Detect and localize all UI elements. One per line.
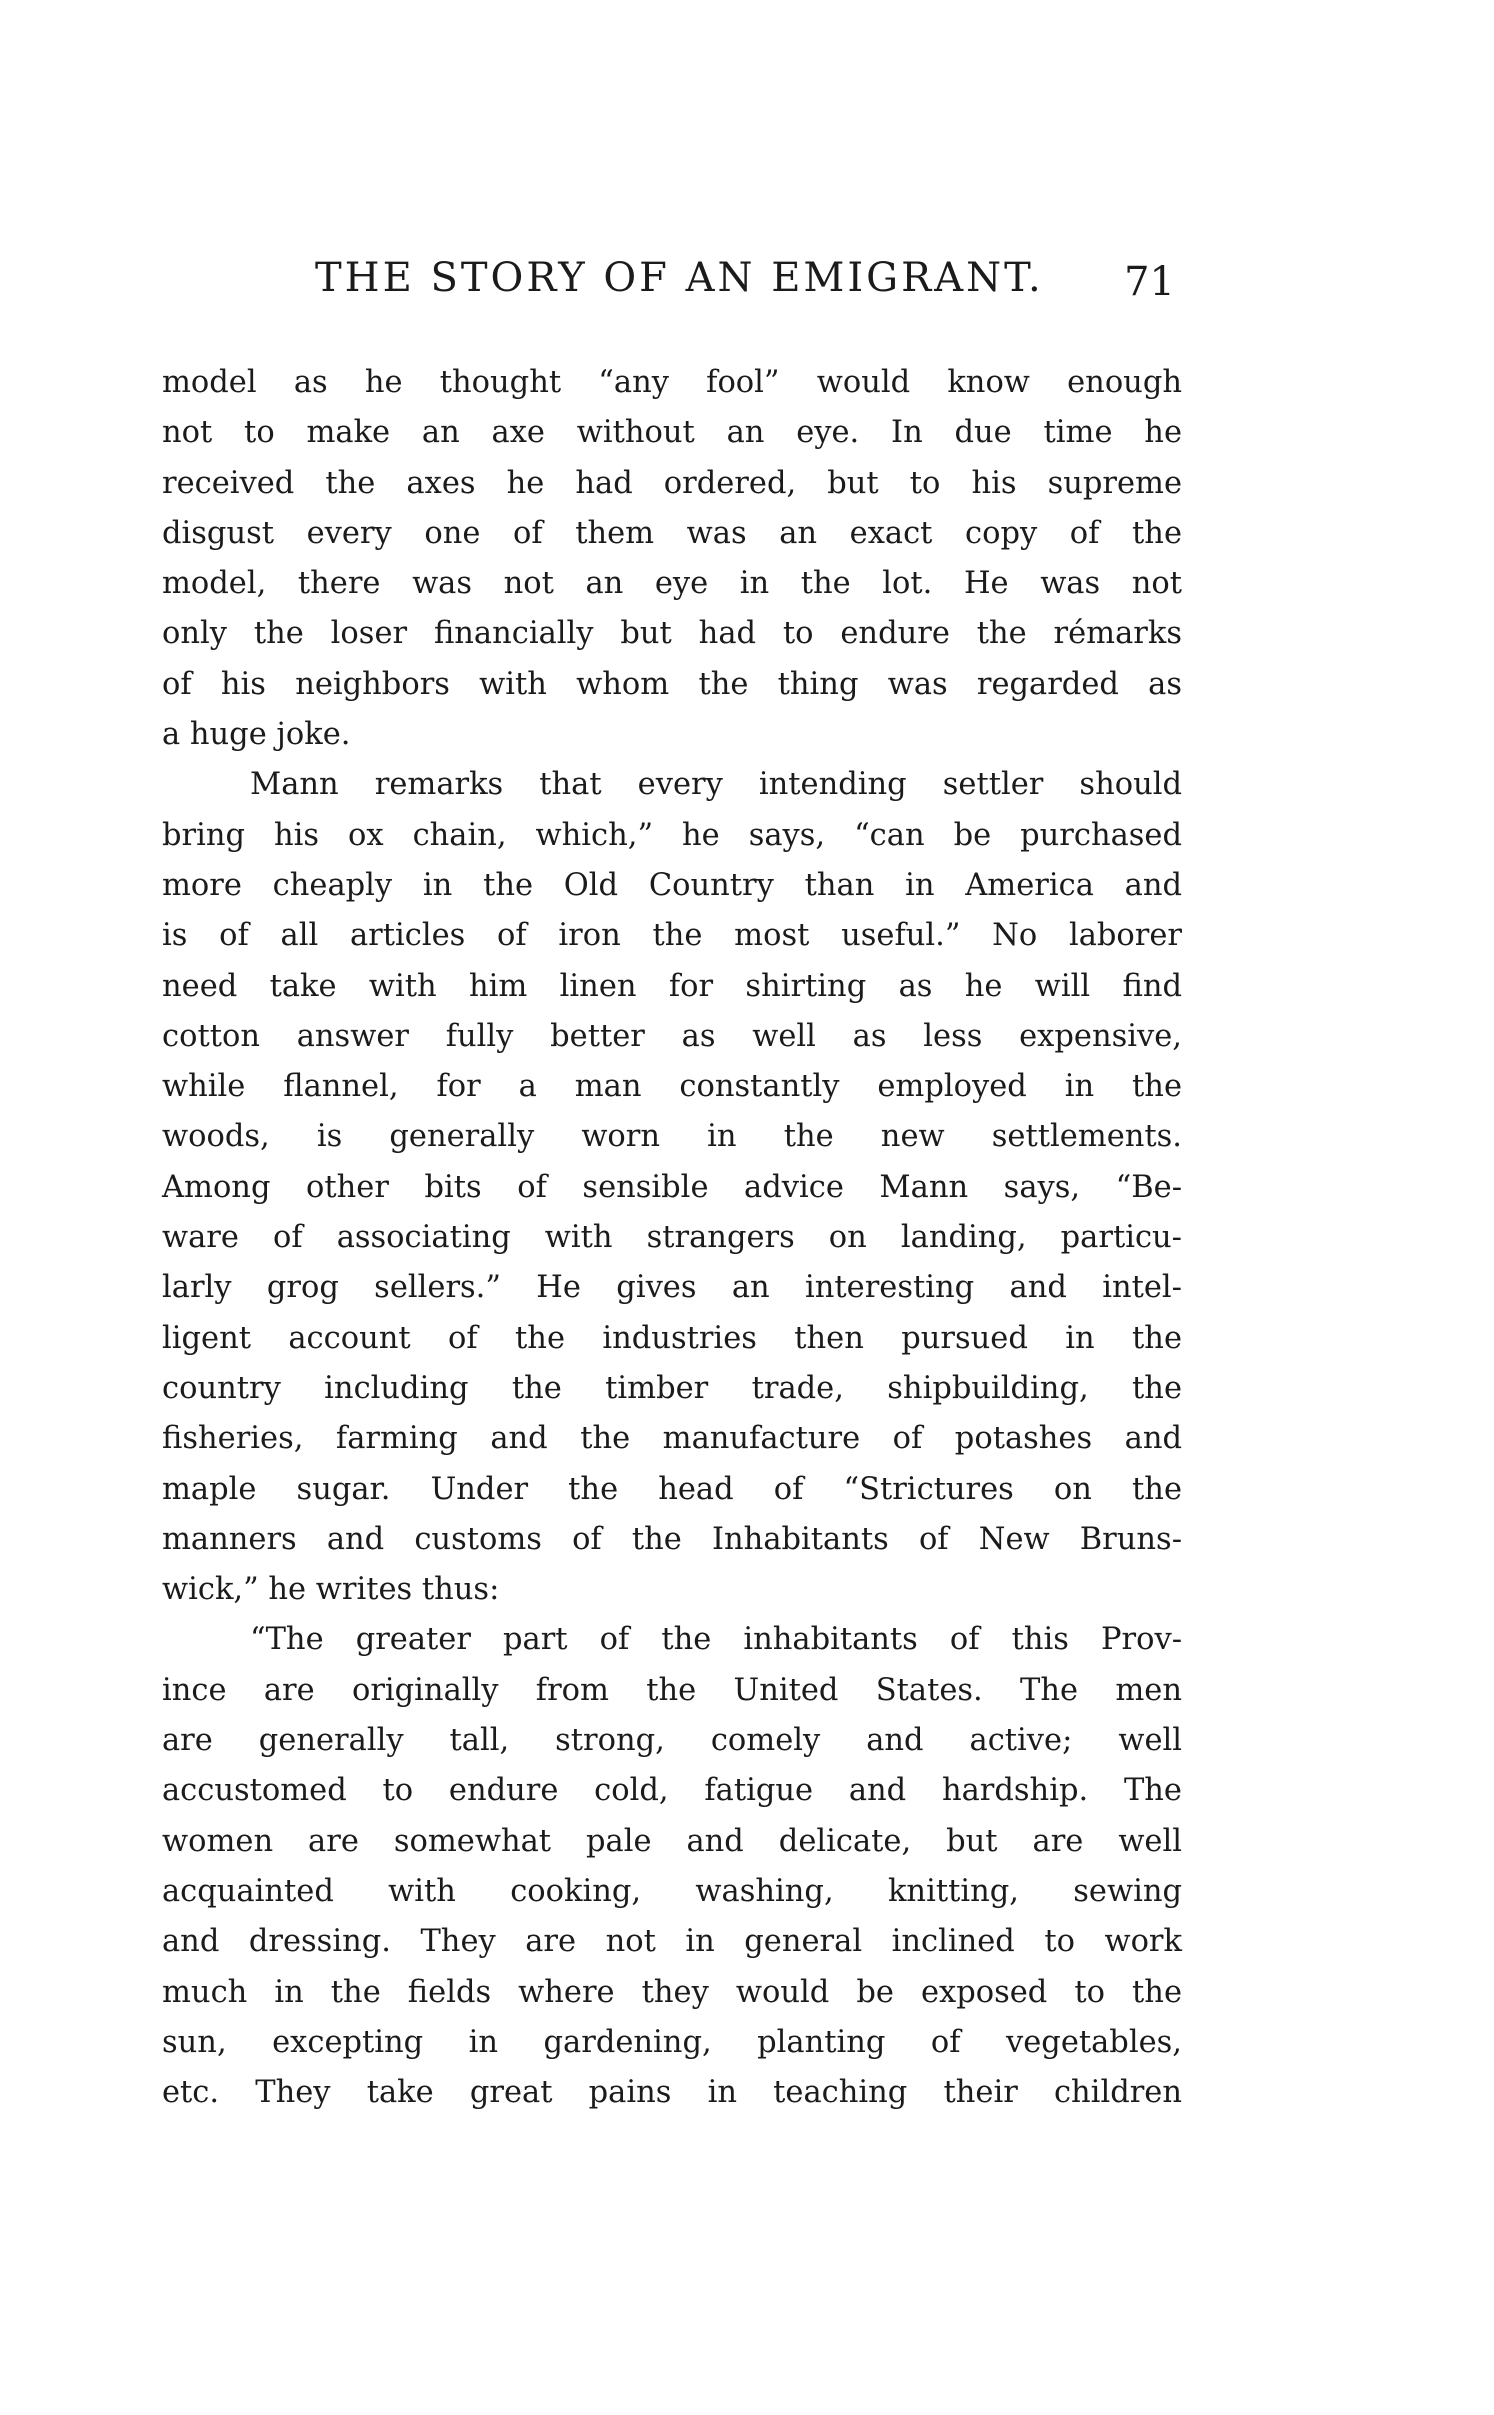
text-line: country including the timber trade, shipbuilding, the <box>162 1370 1182 1406</box>
text-line: bring his ox chain, which,” he says, “can be purchased <box>162 817 1182 853</box>
text-line: ince are originally from the United States. The men <box>162 1672 1182 1708</box>
text-line: a huge joke. <box>162 717 351 753</box>
text-line: “The greater part of the inhabitants of this Prov- <box>250 1622 1182 1658</box>
text-line: ligent account of the industries then pursued in the <box>162 1320 1182 1356</box>
text-line: much in the fields where they would be exposed to the <box>162 1974 1182 2010</box>
body-text <box>162 358 1182 2118</box>
text-line: not to make an axe without an eye. In due time he <box>162 415 1182 451</box>
text-line: woods, is generally worn in the new settlements. <box>162 1119 1182 1155</box>
text-line: of his neighbors with whom the thing was regarded as <box>162 666 1182 702</box>
text-line: fisheries, farming and the manufacture of potashes and <box>162 1421 1182 1457</box>
text-line: Among other bits of sensible advice Mann says, “Be- <box>162 1169 1182 1205</box>
running-head <box>165 255 1175 315</box>
text-line: model as he thought “any fool” would know enough <box>162 365 1182 400</box>
text-line: maple sugar. Under the head of “Strictures on the <box>162 1471 1182 1507</box>
text-line: received the axes he had ordered, but to his supreme <box>162 465 1182 501</box>
text-line: acquainted with cooking, washing, knitting, sewing <box>162 1873 1182 1909</box>
text-line: larly grog sellers.” He gives an interesting and intel- <box>162 1270 1182 1306</box>
text-line: ware of associating with strangers on landing, particu- <box>162 1220 1182 1256</box>
running-title: THE STORY OF AN EMIGRANT. <box>315 255 1044 301</box>
text-line: are generally tall, strong, comely and active; well <box>162 1723 1182 1759</box>
text-line: only the loser financially but had to endure the rémarks <box>162 616 1182 652</box>
text-line: model, there was not an eye in the lot. He was not <box>162 566 1182 602</box>
text-line: women are somewhat pale and delicate, but are well <box>162 1823 1182 1859</box>
text-line: etc. They take great pains in teaching their children <box>162 2075 1182 2111</box>
text-line: is of all articles of iron the most useful.” No laborer <box>162 918 1182 954</box>
text-line: and dressing. They are not in general inclined to work <box>162 1924 1182 1960</box>
text-line: sun, excepting in gardening, planting of vegetables, <box>162 2024 1182 2060</box>
text-line: manners and customs of the Inhabitants of New Bruns- <box>162 1521 1182 1557</box>
text-line: while flannel, for a man constantly employed in the <box>162 1069 1182 1105</box>
text-line: Mann remarks that every intending settler should <box>250 767 1182 803</box>
text-line: disgust every one of them was an exact copy of the <box>162 515 1182 551</box>
text-line: wick,” he writes thus: <box>162 1572 500 1608</box>
text-line: cotton answer fully better as well as less expensive, <box>162 1018 1182 1054</box>
text-line: need take with him linen for shirting as he will find <box>162 968 1182 1004</box>
text-line: accustomed to endure cold, fatigue and hardship. The <box>162 1773 1182 1809</box>
text-line: more cheaply in the Old Country than in America and <box>162 867 1182 903</box>
page-number: 71 <box>1124 259 1175 305</box>
